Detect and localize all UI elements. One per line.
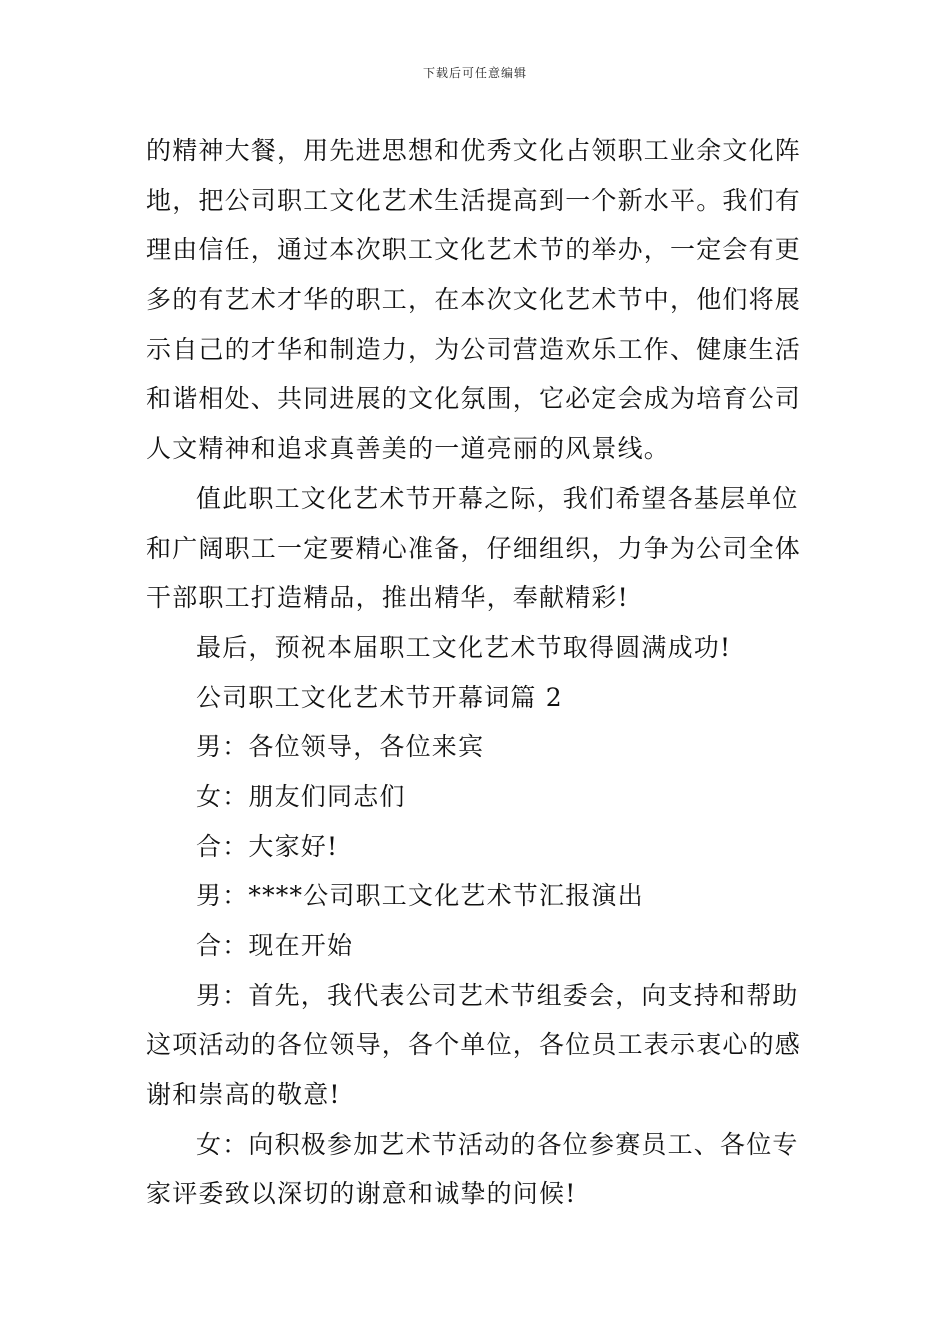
text-line: 人文精神和追求真善美的一道亮丽的风景线。	[146, 434, 671, 464]
text-line: 值此职工文化艺术节开幕之际，我们希望各基层单位	[196, 483, 799, 513]
section-title: 公司职工文化艺术节开幕词篇 2	[196, 682, 563, 712]
text-line: 这项活动的各位领导，各个单位，各位员工表示衷心的感	[146, 1030, 802, 1060]
dialogue-line: 男：各位领导，各位来宾	[196, 732, 485, 762]
text-line: 多的有艺术才华的职工，在本次文化艺术节中，他们将展	[146, 285, 802, 315]
text-line: 和谐相处、共同进展的文化氛围，它必定会成为培育公司	[146, 384, 802, 414]
document-body	[146, 126, 808, 1219]
text-line: 示自己的才华和制造力，为公司营造欢乐工作、健康生活	[146, 334, 802, 364]
page-header: 下载后可任意编辑	[422, 66, 527, 80]
text-line: 家评委致以深切的谢意和诚挚的问候!	[146, 1179, 577, 1209]
dialogue-line: 女：向积极参加艺术节活动的各位参赛员工、各位专	[196, 1129, 799, 1159]
text-line: 的精神大餐，用先进思想和优秀文化占领职工业余文化阵	[146, 136, 802, 165]
dialogue-line: 男：****公司职工文化艺术节汇报演出	[196, 881, 644, 911]
dialogue-line: 合：现在开始	[196, 931, 354, 960]
text-line: 最后，预祝本届职工文化艺术节取得圆满成功!	[196, 632, 732, 662]
text-line: 地，把公司职工文化艺术生活提高到一个新水平。我们有	[146, 185, 802, 215]
text-line: 干部职工打造精品，推出精华，奉献精彩!	[146, 583, 629, 613]
text-line: 理由信任，通过本次职工文化艺术节的举办，一定会有更	[146, 235, 802, 265]
dialogue-line: 合：大家好!	[196, 831, 339, 861]
text-line: 和广阔职工一定要精心准备，仔细组织，力争为公司全体	[146, 533, 802, 563]
text-line: 谢和崇高的敬意!	[146, 1080, 341, 1110]
dialogue-line: 女：朋友们同志们	[196, 781, 406, 811]
dialogue-line: 男：首先，我代表公司艺术节组委会，向支持和帮助	[196, 980, 799, 1010]
